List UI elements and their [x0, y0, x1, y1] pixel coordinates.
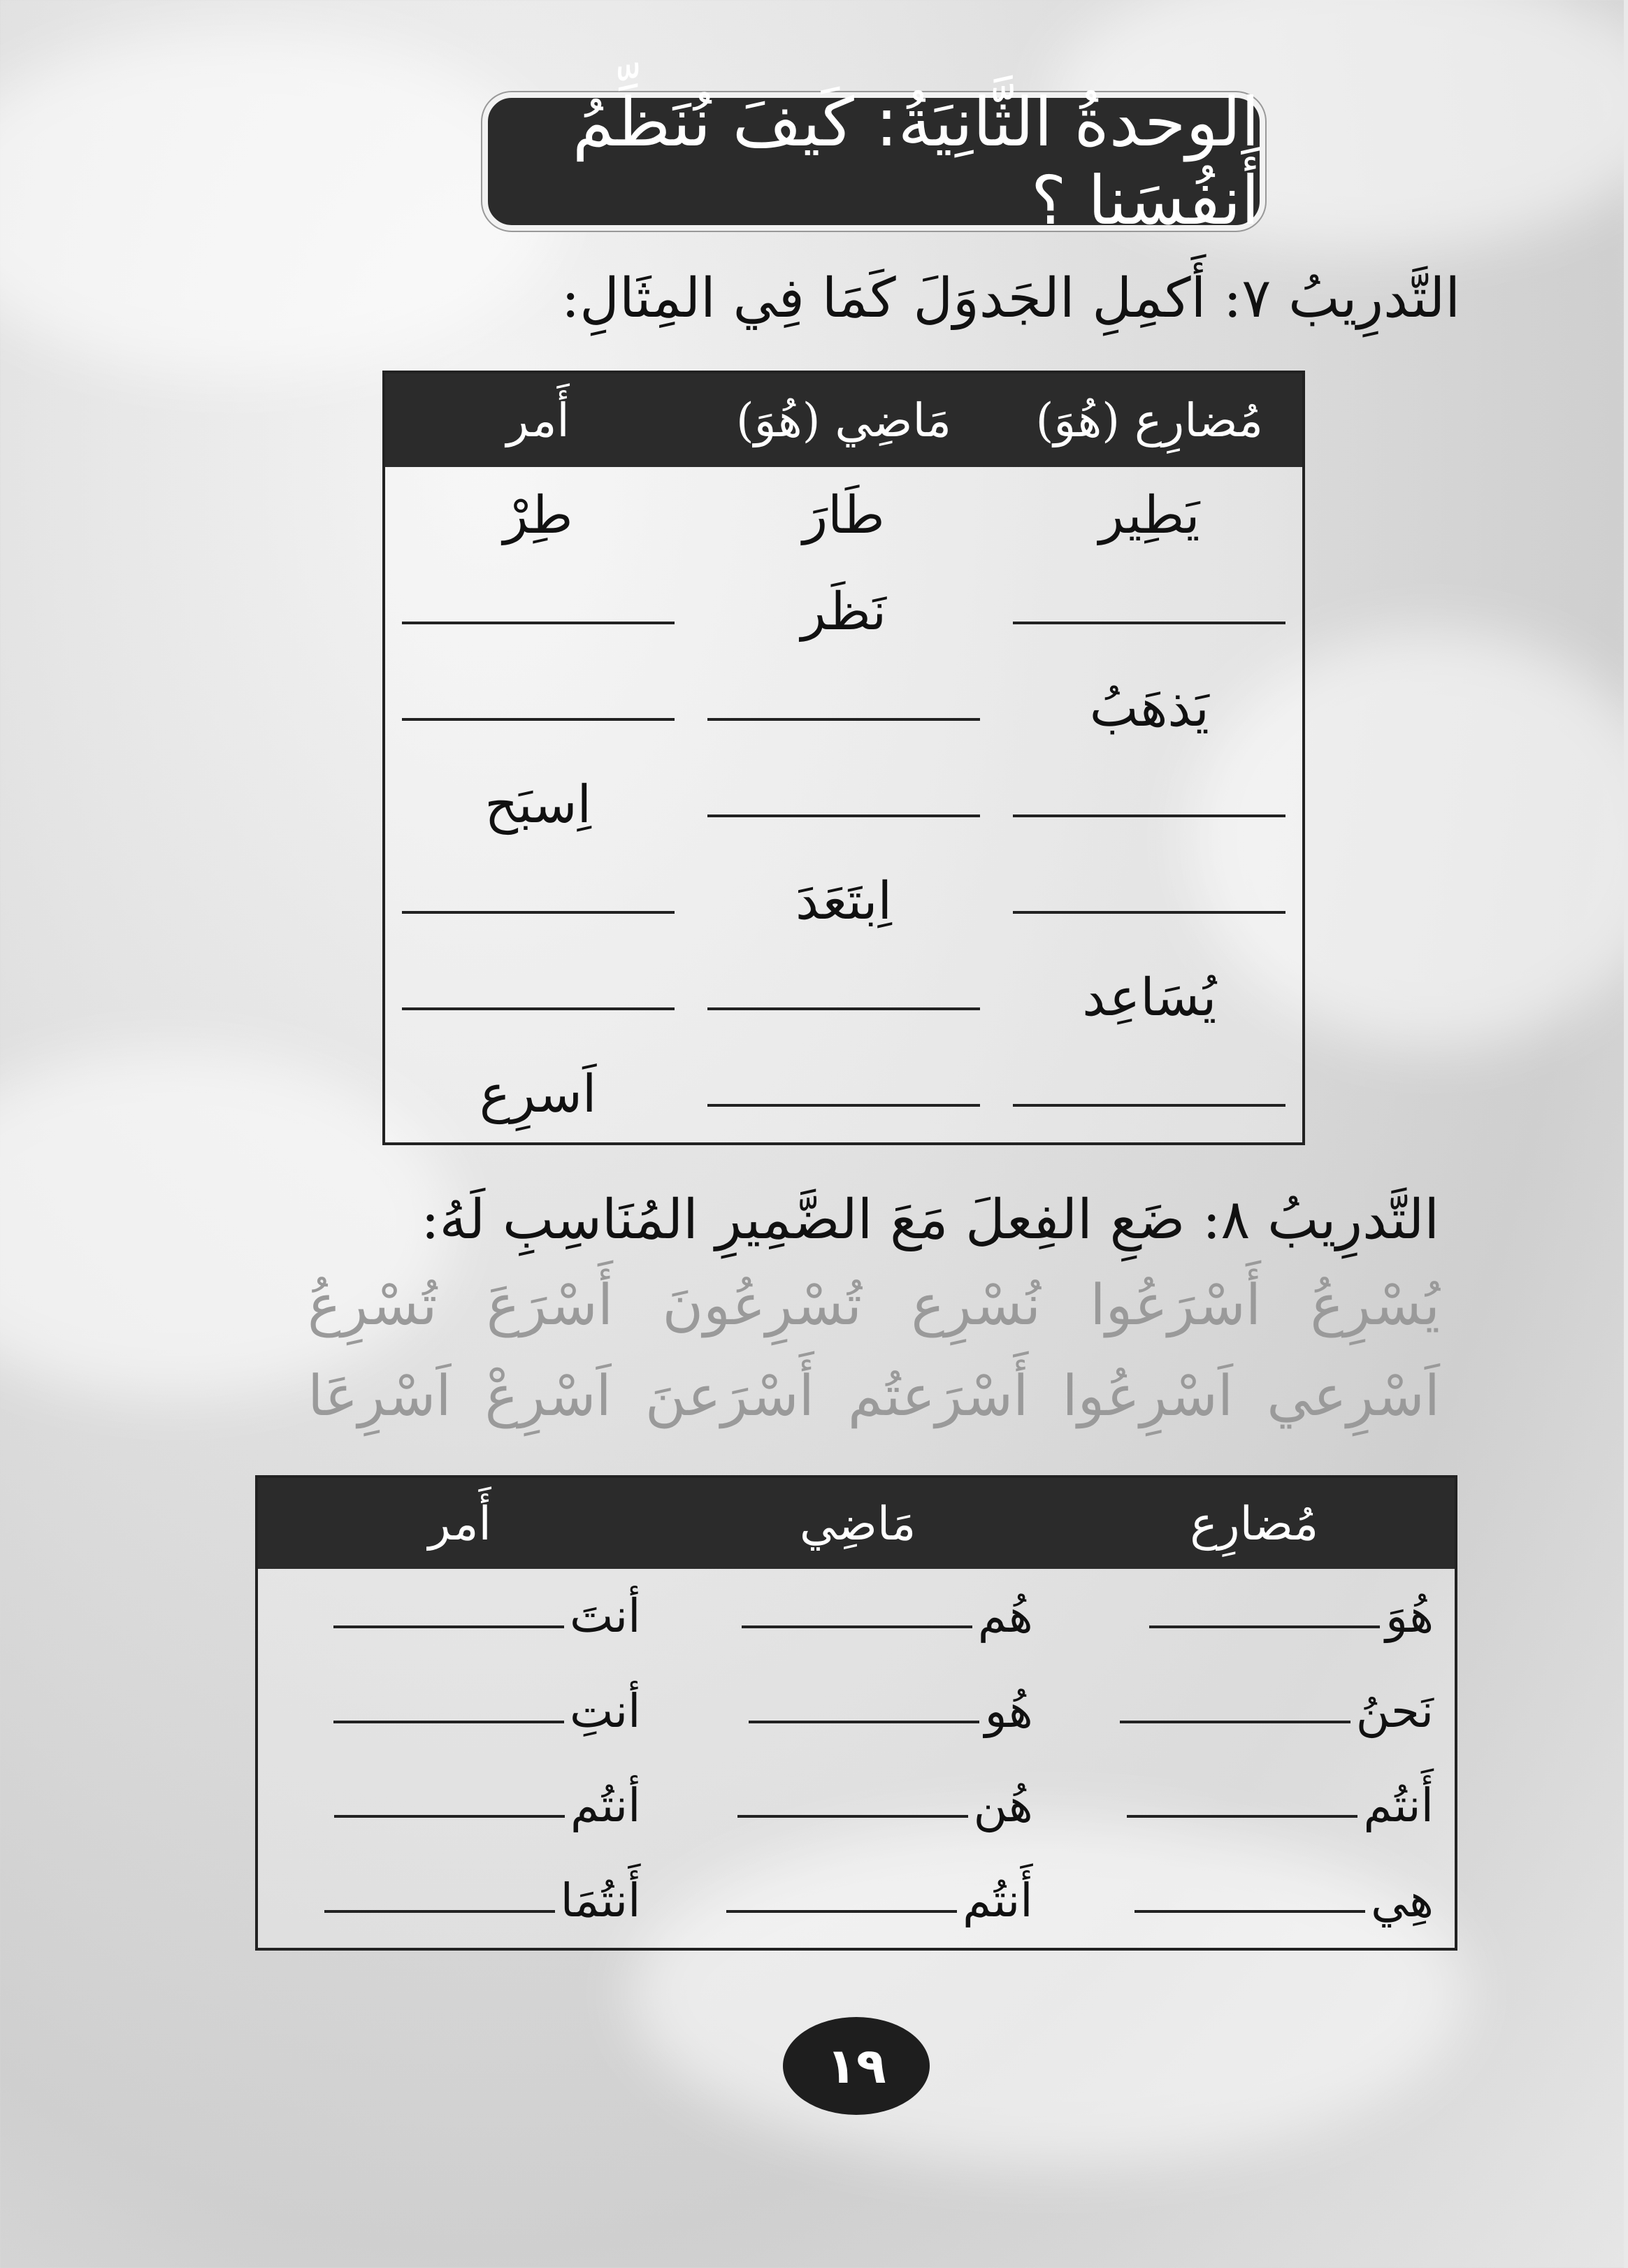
answer-blank[interactable]	[997, 1046, 1304, 1144]
table-header-row	[257, 1477, 1456, 1569]
pronoun-cell[interactable]	[257, 1663, 662, 1758]
table-row	[384, 467, 1304, 564]
answer-blank[interactable]	[334, 1801, 565, 1818]
cell-present: يَذهَبُ	[1089, 678, 1209, 738]
word-bank-item: نُسْرِع	[911, 1272, 1041, 1337]
answer-blank[interactable]	[333, 1707, 564, 1723]
exercise8-heading: التَّدرِيبُ ٨: ضَعِ الفِعلَ مَعَ الضَّمِيرِ المُنَاسِبِ لَهُ:	[421, 1189, 1439, 1251]
pronoun-cell[interactable]	[1054, 1663, 1456, 1758]
pronoun-label: أنتِ	[570, 1684, 641, 1738]
cell-present: يُسَاعِد	[1082, 968, 1217, 1028]
pronoun-label: أَنتُم	[1363, 1779, 1434, 1833]
answer-blank[interactable]	[384, 660, 691, 756]
word-bank-item: أَسْرَعَ	[486, 1272, 614, 1337]
pronoun-cell[interactable]	[662, 1758, 1054, 1853]
cell-past: طَارَ	[802, 485, 885, 545]
pronoun-cell[interactable]	[257, 1569, 662, 1663]
answer-blank[interactable]	[742, 1612, 972, 1628]
table-row	[384, 564, 1304, 660]
answer-blank[interactable]	[737, 1801, 968, 1818]
answer-blank[interactable]	[691, 756, 996, 853]
answer-blank[interactable]	[749, 1707, 979, 1723]
column-header-present: مُضارِع	[1054, 1477, 1456, 1569]
answer-blank[interactable]	[324, 1896, 555, 1913]
pronoun-label: هُن	[973, 1779, 1033, 1833]
answer-blank[interactable]	[1149, 1612, 1380, 1628]
pronoun-label: نَحنُ	[1355, 1684, 1434, 1738]
word-bank-row	[308, 1363, 1440, 1428]
answer-blank[interactable]	[1120, 1707, 1350, 1723]
table-row	[384, 756, 1304, 853]
pronoun-label: أَنتُمَا	[560, 1873, 641, 1928]
word-bank-item: تُسْرِعُ	[308, 1272, 438, 1337]
answer-blank[interactable]	[384, 949, 691, 1046]
table-header-row	[384, 372, 1304, 467]
cell-imperative: اَسرِع	[479, 1064, 597, 1124]
word-bank-item: اَسْرِعَا	[308, 1363, 452, 1428]
table-row	[384, 660, 1304, 756]
pronoun-label: أنتُم	[570, 1779, 641, 1833]
word-bank-item: أَسْرَعتُم	[847, 1363, 1029, 1428]
pronoun-label: هِي	[1371, 1873, 1434, 1928]
cell-past: اِبتَعَدَ	[795, 871, 893, 931]
column-header-past: مَاضِي	[662, 1477, 1054, 1569]
column-header-present: مُضارِع (هُوَ)	[997, 372, 1304, 467]
word-bank-item: أَسْرَعُوا	[1090, 1272, 1262, 1337]
pronoun-cell[interactable]	[1054, 1853, 1456, 1949]
exercise7-table	[382, 371, 1305, 1145]
word-bank-row	[308, 1272, 1440, 1337]
pronoun-cell[interactable]	[257, 1853, 662, 1949]
table-row	[257, 1569, 1456, 1663]
answer-blank[interactable]	[997, 756, 1304, 853]
page-number: ١٩	[826, 2037, 886, 2095]
pronoun-label: أنتَ	[570, 1589, 641, 1644]
pronoun-cell[interactable]	[257, 1758, 662, 1853]
pronoun-label: أَنتُم	[963, 1873, 1033, 1928]
answer-blank[interactable]	[384, 564, 691, 660]
word-bank-item: يُسْرِعُ	[1310, 1272, 1440, 1337]
unit-title: الوحدةُ الثَّانِيَةُ: كَيفَ نُنَظِّمُ أَنفُسَنا ؟	[572, 83, 1260, 240]
pronoun-label: هُوَ	[1385, 1589, 1434, 1644]
column-header-imperative: أَمر	[257, 1477, 662, 1569]
answer-blank[interactable]	[997, 564, 1304, 660]
exercise8-table	[255, 1475, 1457, 1951]
table-row	[384, 853, 1304, 949]
page-number-badge	[783, 2017, 930, 2115]
answer-blank[interactable]	[333, 1612, 564, 1628]
cell-imperative: اِسبَح	[484, 775, 592, 835]
answer-blank[interactable]	[384, 853, 691, 949]
pronoun-cell[interactable]	[1054, 1758, 1456, 1853]
column-header-imperative: أَمر	[384, 372, 691, 467]
pronoun-cell[interactable]	[662, 1569, 1054, 1663]
answer-blank[interactable]	[691, 949, 996, 1046]
answer-blank[interactable]	[1127, 1801, 1357, 1818]
unit-title-banner	[482, 83, 1265, 240]
exercise7-heading: التَّدرِيبُ ٧: أَكمِلِ الجَدوَلَ كَمَا فِي المِثَالِ:	[561, 267, 1460, 330]
answer-blank[interactable]	[691, 660, 996, 756]
cell-present: يَطِير	[1099, 485, 1200, 545]
pronoun-label: هُم	[977, 1589, 1033, 1644]
pronoun-cell[interactable]	[662, 1853, 1054, 1949]
answer-blank[interactable]	[1134, 1896, 1365, 1913]
word-bank-item: تُسْرِعُونَ	[662, 1272, 863, 1337]
pronoun-cell[interactable]	[662, 1663, 1054, 1758]
cell-imperative: طِرْ	[503, 485, 573, 545]
table-row	[257, 1758, 1456, 1853]
word-bank-item: اَسْرِعُوا	[1062, 1363, 1234, 1428]
word-bank-item: اَسْرِعْ	[484, 1363, 612, 1428]
table-row	[257, 1663, 1456, 1758]
pronoun-label: هُو	[984, 1684, 1033, 1738]
word-bank-item: اَسْرِعي	[1267, 1363, 1440, 1428]
pronoun-cell[interactable]	[1054, 1569, 1456, 1663]
answer-blank[interactable]	[997, 853, 1304, 949]
table-row	[384, 949, 1304, 1046]
table-row	[384, 1046, 1304, 1144]
answer-blank[interactable]	[691, 1046, 996, 1144]
answer-blank[interactable]	[726, 1896, 957, 1913]
cell-past: نَظَر	[800, 582, 887, 642]
word-bank-item: أَسْرَعنَ	[644, 1363, 814, 1428]
column-header-past: مَاضِي (هُوَ)	[691, 372, 996, 467]
table-row	[257, 1853, 1456, 1949]
